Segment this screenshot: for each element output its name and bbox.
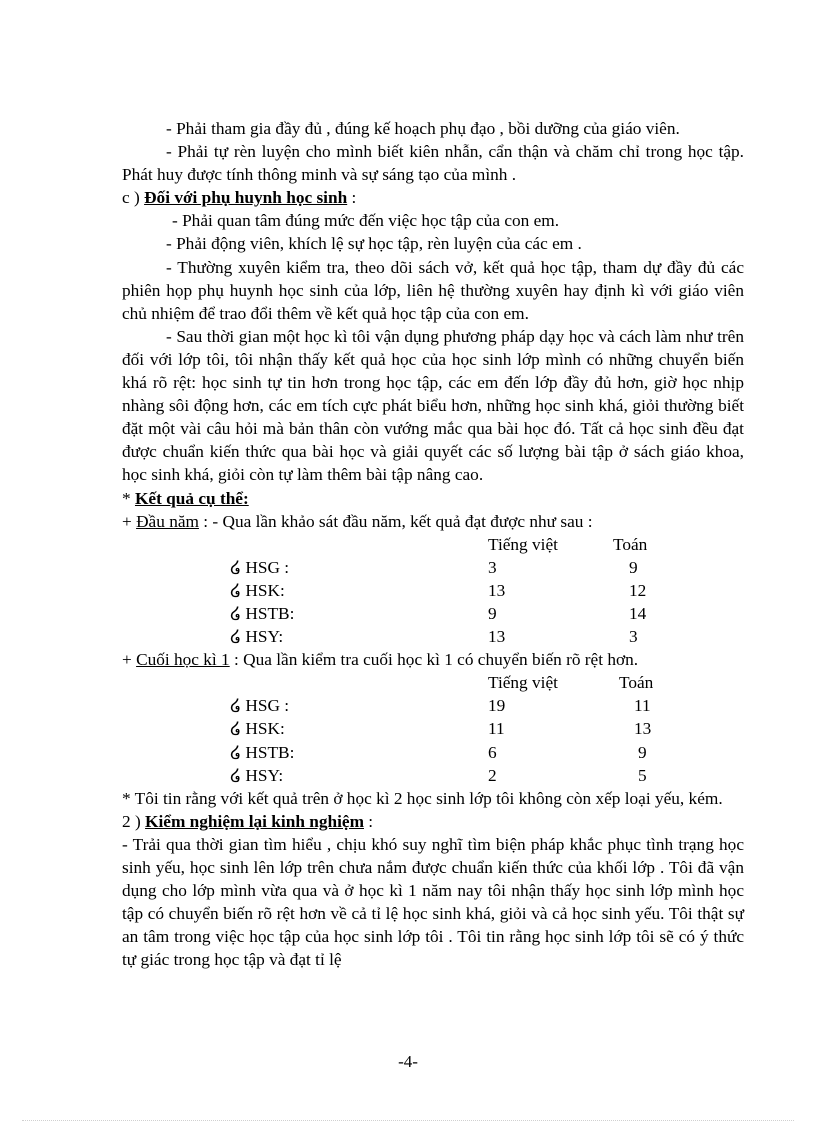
end-of-term-table [122,671,653,786]
results-prefix: * [122,488,135,508]
page-number: -4- [398,1052,418,1071]
cell-tieng-viet: 11 [488,719,505,739]
section-c-suffix: : [347,188,357,208]
cell-toan: 13 [634,719,652,739]
cell-toan: 14 [629,603,647,623]
row-label: ໒ HSTB: [230,603,295,623]
section-c-heading [122,186,744,209]
start-of-year-prefix: + [122,511,137,531]
cell-toan: 11 [634,696,651,716]
section-2-suffix: : [363,811,374,831]
paragraph-results-observation: - Sau thời gian một học kì tôi vận dụng phương pháp dạy học và cách làm như trên đối với lớp tôi, tôi nhận thấy kết quả học của học sinh lớp mình có những chuyển biến khá rõ rệt: học sinh tự tin hơn trong học tập, các em đến lớp đầy đủ hơn, giờ học nhịp nhàng sôi động hơn, các em tích cực phát biểu hơn, những học sinh khá, giỏi thường biết đặt một vài câu hỏi mà bản thân còn vướng mắc qua bài học đó. Tất cả học sinh đều đạt được chuẩn kiến thức qua bài học và giải quyết các số lượng bài tập ở sách giáo khoa, học sinh khá, giỏi còn tự làm thêm bài tập nâng cao. [122,326,744,485]
cell-toan: 9 [629,557,638,577]
paragraph-self-training: - Phải tự rèn luyện cho mình biết kiên nhẫn, cẩn thận và chăm chỉ trong học tập. Phát huy được tính thông minh và sự sáng tạo của mình . [122,142,744,185]
section-2-prefix: 2 ) [122,811,146,831]
cell-tieng-viet: 6 [488,742,497,762]
cell-tieng-viet: 9 [488,603,497,623]
table-row [122,764,653,787]
end-of-term-prefix: + [122,650,137,670]
table-row [122,625,647,648]
header-toan: Toán [619,673,654,693]
table-header-row [122,533,647,556]
page-divider [22,1120,794,1121]
header-tieng-viet: Tiếng việt [488,534,558,554]
section-c-prefix: c ) [122,188,145,208]
row-label: ໒ HSK: [230,719,285,739]
row-label: ໒ HSTB: [230,742,295,762]
section-2-title: Kiểm nghiệm lại kinh nghiệm [145,811,364,831]
row-label: ໒ HSK: [230,580,285,600]
paragraph-parents-care: - Phải quan tâm đúng mức đến việc học tập của con em. [172,211,560,231]
paragraph-experience-review: - Trải qua thời gian tìm hiểu , chịu khó suy nghĩ tìm biện pháp khắc phục tình trạng học sinh yếu, học sinh lên lớp trên chưa nắm được chuẩn kiến thức của khối lớp . Tôi đã vận dụng cho lớp mình vừa qua và ở học kì 1 năm nay tôi nhận thấy học sinh lớp mình học tập có chuyển biến rõ rệt hơn về cả tỉ lệ học sinh khá, giỏi và cả học sinh yếu. Tôi thật sự an tâm trong việc học tập của học sinh lớp tôi . Tôi tin rằng học sinh lớp tôi sẽ có ý thức tự giác trong học tập và đạt tỉ lệ [122,834,744,970]
table-row [122,741,653,764]
header-toan: Toán [613,534,648,554]
end-of-term-line [122,648,744,671]
paragraph-belief: * Tôi tin rằng với kết quả trên ở học kì 2 học sinh lớp tôi không còn xếp loại yếu, kém. [122,788,723,808]
table-row [122,556,647,579]
table-header-row [122,671,653,694]
header-tieng-viet: Tiếng việt [488,673,558,693]
start-of-year-title: Đầu năm [136,511,199,531]
cell-toan: 12 [629,580,647,600]
paragraph-parents-check: - Thường xuyên kiểm tra, theo dõi sách vở, kết quả học tập, tham dự đầy đủ các phiên họp phụ huynh học sinh của lớp, liên hệ thường xuyên hay định kì với giáo viên chủ nhiệm để trao đổi thêm về kết quả học tập của con em. [122,257,744,323]
paragraph-attend-tutoring: - Phải tham gia đầy đủ , đúng kế hoạch phụ đạo , bồi dưỡng của giáo viên. [166,119,680,138]
start-of-year-line [122,510,744,533]
row-label: ໒ HSY: [230,627,284,647]
start-of-year-text: : - Qua lần khảo sát đầu năm, kết quả đạt được như sau : [198,511,593,531]
paragraph-parents-encourage: - Phải động viên, khích lệ sự học tập, rèn luyện của các em . [166,234,582,254]
section-2-heading [122,810,744,833]
body-text [122,117,744,971]
results-title: Kết quả cụ thể: [134,488,249,508]
table-row [122,602,647,625]
end-of-term-title: Cuối học kì 1 [136,650,230,670]
row-label: ໒ HSY: [230,765,284,785]
start-of-year-table [122,533,647,648]
table-row [122,694,653,717]
cell-toan: 9 [638,742,647,762]
cell-tieng-viet: 19 [488,696,506,716]
table-row [122,717,653,740]
cell-tieng-viet: 3 [488,557,497,577]
cell-tieng-viet: 13 [488,580,506,600]
cell-tieng-viet: 2 [488,765,497,785]
row-label: ໒ HSG : [230,696,290,716]
end-of-term-text: : Qua lần kiểm tra cuối học kì 1 có chuyển biến rõ rệt hơn. [229,650,639,670]
section-c-title: Đối với phụ huynh học sinh [144,188,348,208]
row-label: ໒ HSG : [230,557,290,577]
results-heading [122,487,744,510]
table-row [122,579,647,602]
cell-toan: 3 [629,627,638,647]
cell-toan: 5 [638,765,647,785]
cell-tieng-viet: 13 [488,627,506,647]
